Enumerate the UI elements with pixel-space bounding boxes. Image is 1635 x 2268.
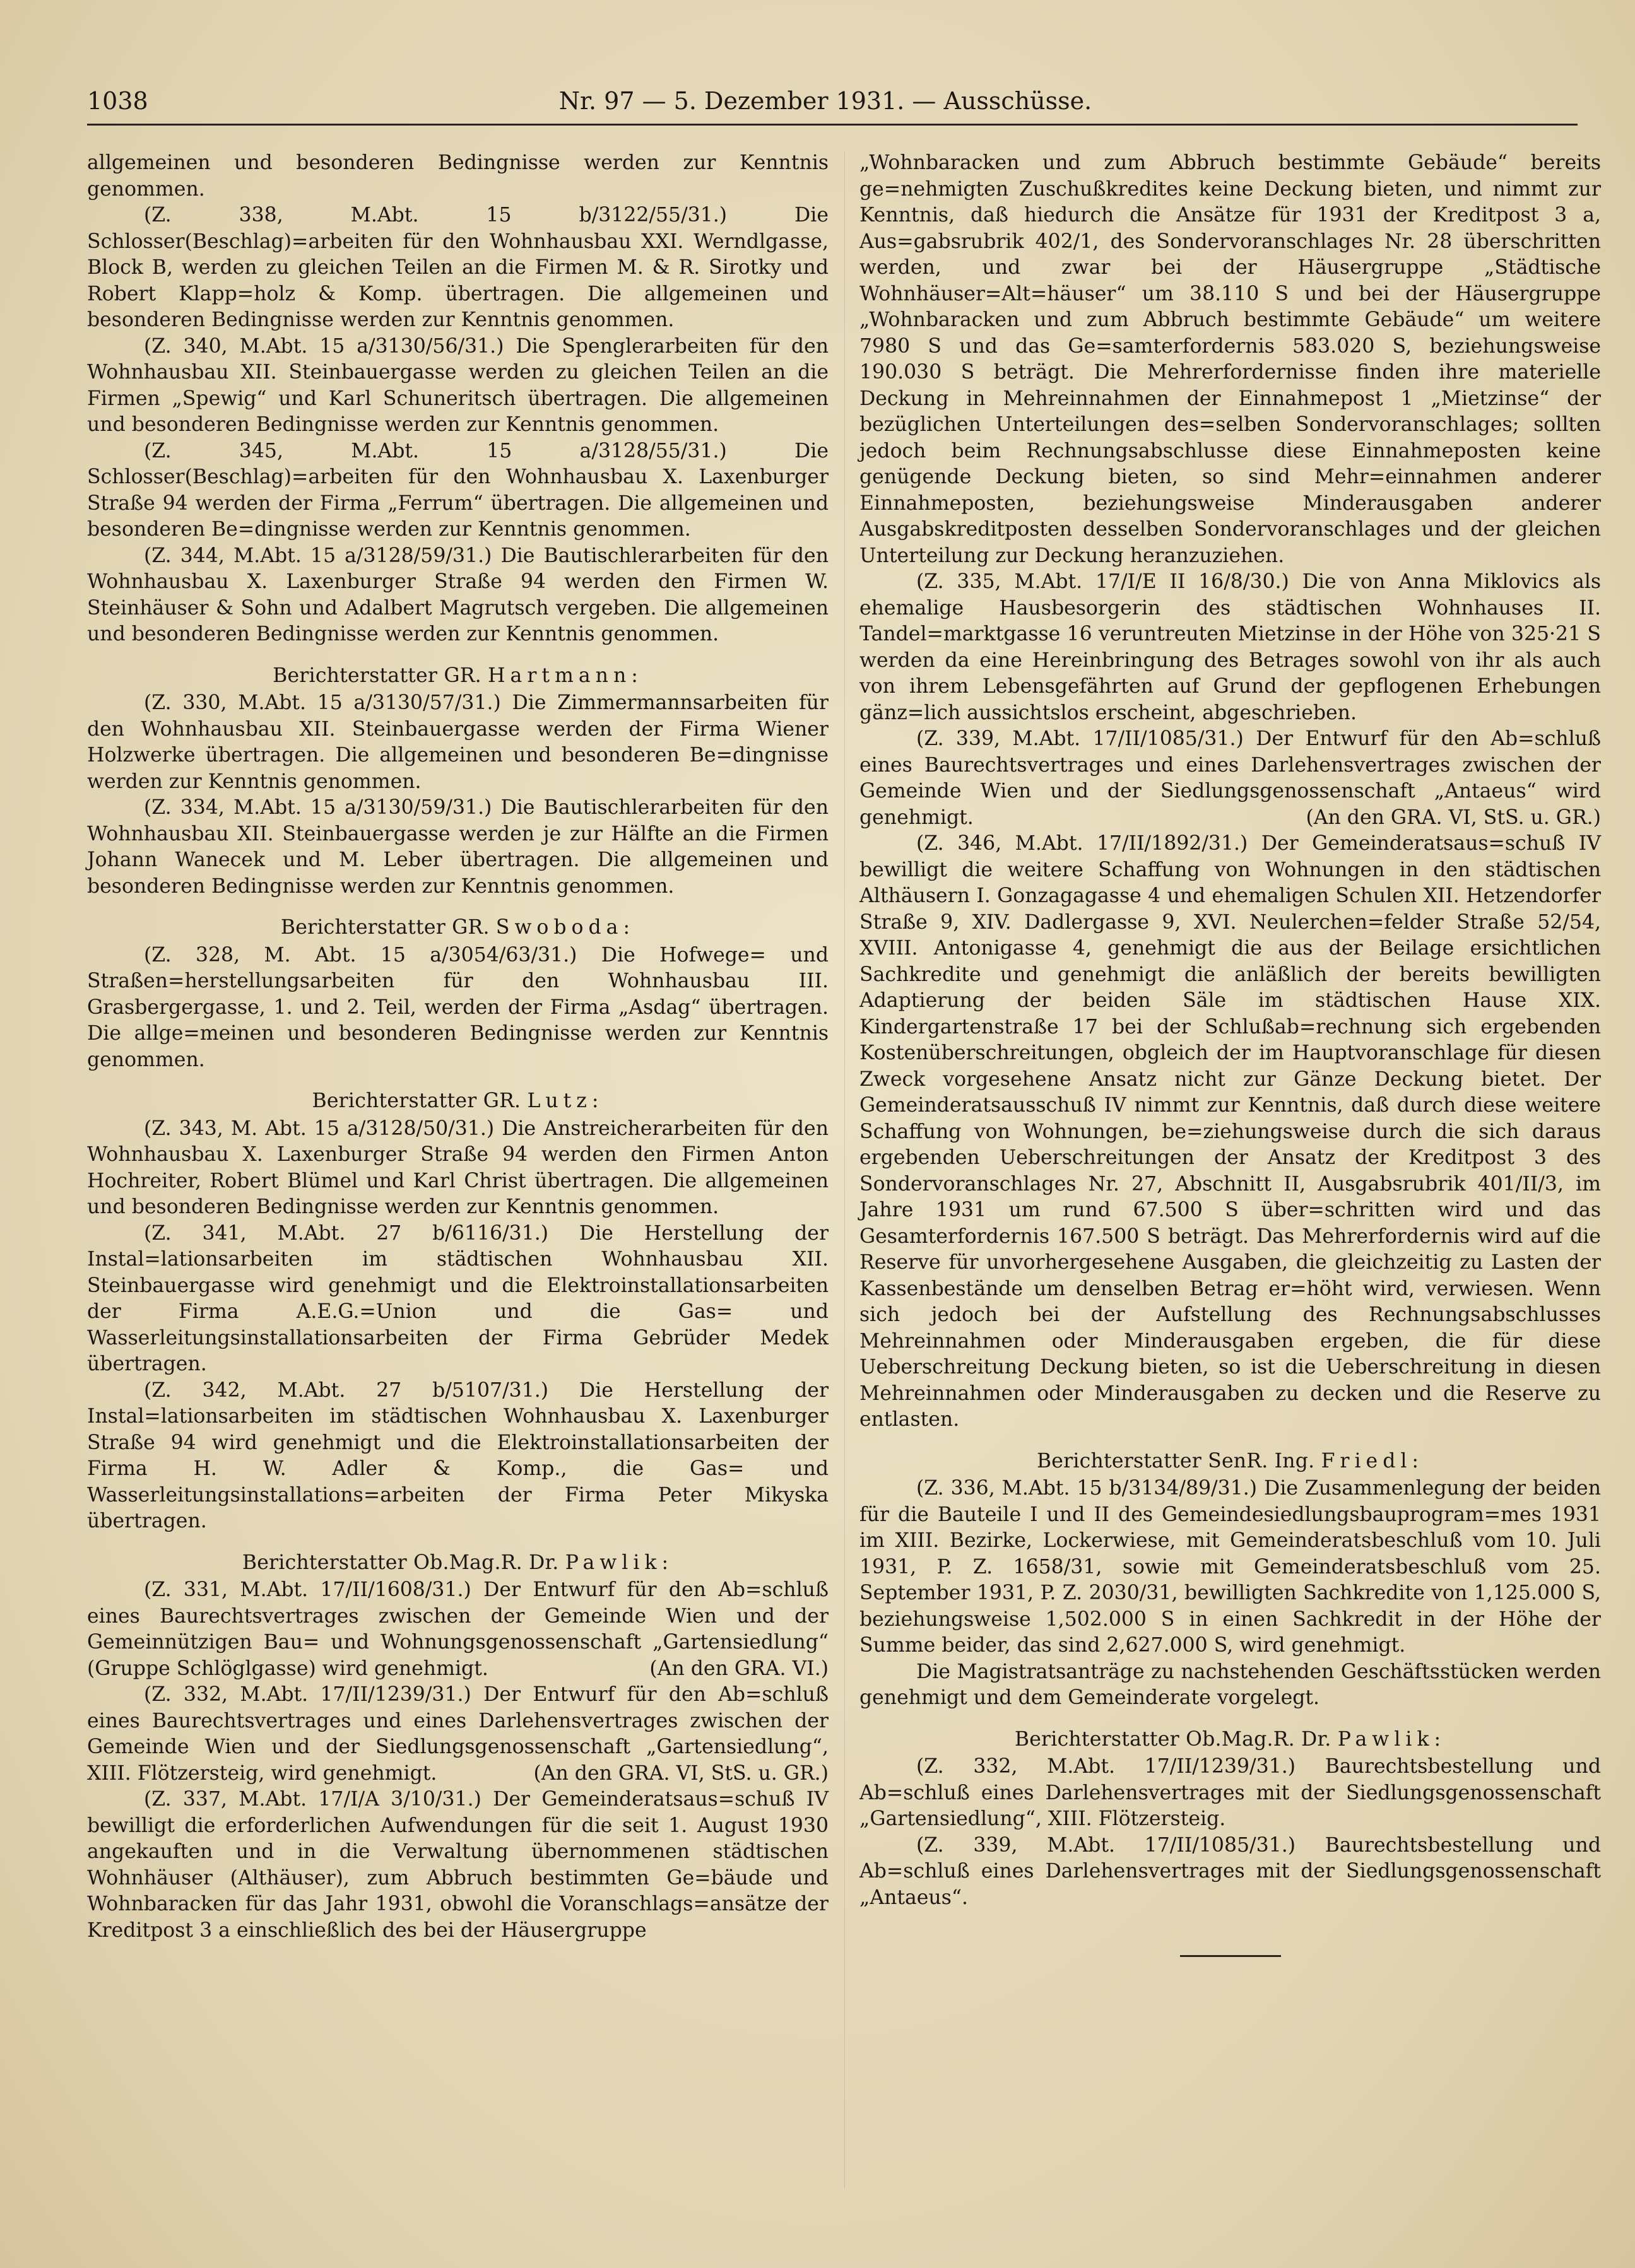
section-heading	[859, 1727, 1601, 1753]
paragraph: (Z. 346, M.Abt. 17/II/1892/31.) Der Gemeinderatsaus=schuß IV bewilligt die weitere Schaffung von Wohnungen in den städtischen Althäusern I. Gonzagagasse 4 und ehemaligen Schulen XII. Hetzendorfer Straße 9, XIV. Dadlergasse 9, XVI. Neulerchen=felder Straße 52/54, XVIII. Antonigasse 4, genehmigt die aus der Beilage ersichtlichen Sachkredite und genehmigt die anläßlich der bereits bewilligten Adaptierung der beiden Säle im städtischen Hause XIX. Kindergartenstraße 17 bei der Schlußab=rechnung sich ergebenden Kostenüberschreitungen, obgleich der im Hauptvoranschlage für diesen Zweck vorgesehene Ansatz nicht zur Gänze Deckung bietet. Der Gemeinderatsausschuß IV nimmt zur Kenntnis, daß durch diese weitere Schaffung von Wohnungen, be=ziehungsweise durch die sich daraus ergebenden Ueberschreitungen der Ansatz der Kreditpost 3 des Sondervoranschlages Nr. 27, Abschnitt II, Ausgabsrubrik 401/II/3, im Jahre 1931 um rund 67.500 S über=schritten wird und das Gesamterfordernis 167.500 S beträgt. Das Mehrerfordernis wird auf die Reserve für unvorhergesehene Ausgaben, die gleichzeitig zu Lasten der Kassenbestände um denselben Betrag er=höht wird, verwiesen. Wenn sich jedoch bei der Aufstellung des Rechnungsabschlusses Mehreinnahmen oder Minderausgaben ergeben, die für diese Ueberschreitung Deckung bieten, so ist die Ueberschreitung in diesen Mehreinnahmen oder Minderausgaben zu decken und die Reserve zu entlasten.	[859, 832, 1601, 1431]
heading-prefix: Berichterstatter GR.	[280, 916, 496, 939]
reporter-name: Hartmann:	[488, 664, 643, 687]
paragraph: (Z. 335, M.Abt. 17/I/E II 16/8/30.) Die von Anna Miklovics als ehemalige Hausbesorgerin des städtischen Wohnhauses II. Tandel=marktgasse 16 veruntreuten Mietzinse in der Höhe von 325·21 S werden da eine Hereinbringung des Betrages sowohl von ihr als auch von ihrem Lebensgefährten auf Grund der gepflogenen Erhebungen gänz=lich aussichtslos erscheint, abgeschrieben.	[859, 570, 1601, 724]
paragraph	[87, 1577, 829, 1682]
page-number: 1038	[87, 87, 148, 115]
paragraph-text: (Z. 332, M.Abt. 17/II/1239/31.) Der Entwurf für den Ab=schluß eines Baurechtsvertrages und eines Darlehensvertrages zwischen der Gemeinde Wien und der Siedlungsgenossenschaft „Gartensiedlung“, XIII. Flötzersteig, wird genehmigt.	[87, 1683, 829, 1785]
section-heading	[87, 1550, 829, 1577]
running-title: Nr. 97 — 5. Dezember 1931. — Ausschüsse.	[558, 87, 1092, 115]
paragraph: (Z. 328, M. Abt. 15 a/3054/63/31.) Die Hofwege= und Straßen=herstellungsarbeiten für den Wohnhausbau III. Grasbergergasse, 1. und 2. Teil, werden der Firma „Asdag“ übertragen. Die allge=meinen und besonderen Bedingnisse werden zur Kenntnis genommen.	[87, 943, 829, 1071]
paragraph: (Z. 334, M.Abt. 15 a/3130/59/31.) Die Bautischlerarbeiten für den Wohnhausbau XII. Steinbauergasse werden je zur Hälfte an die Firmen Johann Wanecek und M. Leber übertragen. Die allgemeinen und besonderen Bedingnisse werden zur Kenntnis genommen.	[87, 796, 829, 898]
paragraph: (Z. 330, M.Abt. 15 a/3130/57/31.) Die Zimmermannsarbeiten für den Wohnhausbau XII. Steinbauergasse werden der Firma Wiener Holzwerke übertragen. Die allgemeinen und besonderen Be=dingnisse werden zur Kenntnis genommen.	[87, 691, 829, 793]
paragraph: (Z. 341, M.Abt. 27 b/6116/31.) Die Herstellung der Instal=lationsarbeiten im städtischen Wohnhausbau XII. Steinbauergasse wird genehmigt und die Elektroinstallationsarbeiten der Firma A.E.G.=Union und die Gas= und Wasserleitungsinstallationsarbeiten der Firma Gebrüder Medek übertragen.	[87, 1221, 829, 1375]
end-rule	[1180, 1955, 1281, 1957]
reporter-name: Pawlik:	[1337, 1727, 1446, 1751]
paragraph: (Z. 345, M.Abt. 15 a/3128/55/31.) Die Schlosser(Beschlag)=arbeiten für den Wohnhausbau X. Laxenburger Straße 94 werden der Firma „Ferrum“ übertragen. Die allgemeinen und besonderen Be=dingnisse werden zur Kenntnis genommen.	[87, 439, 829, 541]
heading-prefix: Berichterstatter GR.	[273, 664, 488, 687]
reporter-name: Swoboda:	[495, 916, 635, 939]
paragraph-text: (Z. 339, M.Abt. 17/II/1085/31.) Der Entwurf für den Ab=schluß eines Baurechtsvertrages und eines Darlehensvertrages zwischen der Gemeinde Wien und der Siedlungsgenossenschaft „Antaeus“ wird genehmigt.	[859, 727, 1601, 829]
paragraph	[859, 726, 1601, 831]
paragraph: allgemeinen und besonderen Bedingnisse werden zur Kenntnis genommen.	[87, 151, 829, 201]
committee-note: (An den GRA. VI.)	[649, 1657, 829, 1680]
reporter-name: Pawlik:	[565, 1551, 674, 1574]
column-divider	[844, 151, 845, 2189]
paragraph: (Z. 344, M.Abt. 15 a/3128/59/31.) Die Bautischlerarbeiten für den Wohnhausbau X. Laxenburger Straße 94 werden den Firmen W. Steinhäuser & Sohn und Adalbert Magrutsch vergeben. Die allgemeinen und besonderen Bedingnisse werden zur Kenntnis genommen.	[87, 544, 829, 645]
section-heading	[87, 1088, 829, 1115]
paragraph: (Z. 332, M.Abt. 17/II/1239/31.) Baurechtsbestellung und Ab=schluß eines Darlehensvertrages mit der Siedlungsgenossenschaft „Gartensiedlung“, XIII. Flötzersteig.	[859, 1755, 1601, 1830]
section-heading	[87, 915, 829, 941]
reporter-name: Lutz:	[527, 1090, 604, 1112]
reporter-name: Friedl:	[1321, 1449, 1424, 1472]
paragraph: (Z. 337, M.Abt. 17/I/A 3/10/31.) Der Gemeinderatsaus=schuß IV bewilligt die erforderlichen Aufwendungen für die seit 1. August 1930 angekauften und in die Verwaltung übernommenen städtischen Wohnhäuser (Althäuser), zum Abbruch bestimmten Ge=bäude und Wohnbaracken für das Jahr 1931, obwohl die Voranschlags=ansätze der Kreditpost 3 a einschließlich des bei der Häusergruppe	[87, 1788, 829, 1942]
paragraph: (Z. 339, M.Abt. 17/II/1085/31.) Baurechtsbestellung und Ab=schluß eines Darlehensvertrages mit der Siedlungsgenossenschaft „Antaeus“.	[859, 1833, 1601, 1909]
paragraph: (Z. 343, M. Abt. 15 a/3128/50/31.) Die Anstreicherarbeiten für den Wohnhausbau X. Laxenburger Straße 94 werden den Firmen Anton Hochreiter, Robert Blümel und Karl Christ übertragen. Die allgemeinen und besonderen Bedingnisse werden zur Kenntnis genommen.	[87, 1117, 829, 1218]
section-heading	[87, 663, 829, 690]
committee-note: (An den GRA. VI, StS. u. GR.)	[533, 1761, 829, 1785]
paragraph: (Z. 336, M.Abt. 15 b/3134/89/31.) Die Zusammenlegung der beiden für die Bauteile I und II des Gemeindesiedlungsbauprogram=mes 1931 im XIII. Bezirke, Lockerwiese, mit Gemeinderatsbeschluß vom 10. Juli 1931, P. Z. 1658/31, sowie mit Gemeinderatsbeschluß vom 25. September 1931, P. Z. 2030/31, bewilligten Sachkredite von 1,125.000 S, beziehungsweise 1,502.000 S in einen Sachkredit in der Höhe der Summe beider, das sind 2,627.000 S, wird genehmigt.	[859, 1477, 1601, 1657]
paragraph: (Z. 342, M.Abt. 27 b/5107/31.) Die Herstellung der Instal=lationsarbeiten im städtischen Wohnhausbau X. Laxenburger Straße 94 wird genehmigt und die Elektroinstallationsarbeiten der Firma H. W. Adler & Komp., die Gas= und Wasserleitungsinstallations=arbeiten der Firma Peter Mikyska übertragen.	[87, 1378, 829, 1532]
paragraph: „Wohnbaracken und zum Abbruch bestimmte Gebäude“ bereits ge=nehmigten Zuschußkredites keine Deckung bieten, und nimmt zur Kenntnis, daß hiedurch die Ansätze für 1931 der Kreditpost 3 a, Aus=gabsrubrik 402/1, des Sondervoranschlages Nr. 28 überschritten werden, und zwar bei der Häusergruppe „Städtische Wohnhäuser=Alt=häuser“ um 38.110 S und bei der Häusergruppe „Wohnbaracken und zum Abbruch bestimmte Gebäude“ um weitere 7980 S und das Ge=samterfordernis 583.020 S, beziehungsweise 190.030 S beträgt. Die Mehrerfordernisse finden ihre materielle Deckung in Mehreinnahmen der Einnahmepost 1 „Mietzinse“ der bezüglichen Unterteilungen des=selben Sondervoranschlages; sollten jedoch beim Rechnungsabschlusse diese Einnahmeposten keine genügende Deckung bieten, so sind Mehr=einnahmen anderer Einnahmeposten, beziehungsweise Minderausgaben anderer Ausgabskreditposten desselben Sondervoranschlages und der gleichen Unterteilung zur Deckung heranzuziehen.	[859, 151, 1601, 567]
heading-prefix: Berichterstatter GR.	[312, 1090, 528, 1112]
heading-prefix: Berichterstatter Ob.Mag.R. Dr.	[1014, 1727, 1338, 1751]
heading-prefix: Berichterstatter SenR. Ing.	[1036, 1449, 1321, 1472]
heading-prefix: Berichterstatter Ob.Mag.R. Dr.	[242, 1551, 565, 1574]
paragraph	[87, 1682, 829, 1787]
section-heading	[859, 1448, 1601, 1475]
page-header	[87, 82, 1564, 120]
right-column	[859, 150, 1601, 1957]
paragraph-text: (Z. 331, M.Abt. 17/II/1608/31.) Der Entwurf für den Ab=schluß eines Baurechtsvertrages zwischen der Gemeinde Wien und der Gemeinnützigen Bau= und Wohnungsgenossenschaft „Gartensiedlung“ (Gruppe Schlöglgasse) wird genehmigt.	[87, 1578, 829, 1680]
committee-note: (An den GRA. VI, StS. u. GR.)	[1306, 806, 1601, 829]
paragraph: (Z. 338, M.Abt. 15 b/3122/55/31.) Die Schlosser(Beschlag)=arbeiten für den Wohnhausbau XXI. Werndlgasse, Block B, werden zu gleichen Teilen an die Firmen M. & R. Sirotky und Robert Klapp=holz & Komp. übertragen. Die allgemeinen und besonderen Bedingnisse werden zur Kenntnis genommen.	[87, 204, 829, 331]
header-rule	[87, 124, 1578, 126]
left-column	[87, 150, 829, 1944]
paragraph: (Z. 340, M.Abt. 15 a/3130/56/31.) Die Spenglerarbeiten für den Wohnhausbau XII. Steinbauergasse werden zu gleichen Teilen an die Firmen „Spewig“ und Karl Schuneritsch übertragen. Die allgemeinen und besonderen Bedingnisse werden zur Kenntnis genommen.	[87, 334, 829, 436]
paragraph: Die Magistratsanträge zu nachstehenden Geschäftsstücken werden genehmigt und dem Gemeinderate vorgelegt.	[859, 1660, 1601, 1709]
